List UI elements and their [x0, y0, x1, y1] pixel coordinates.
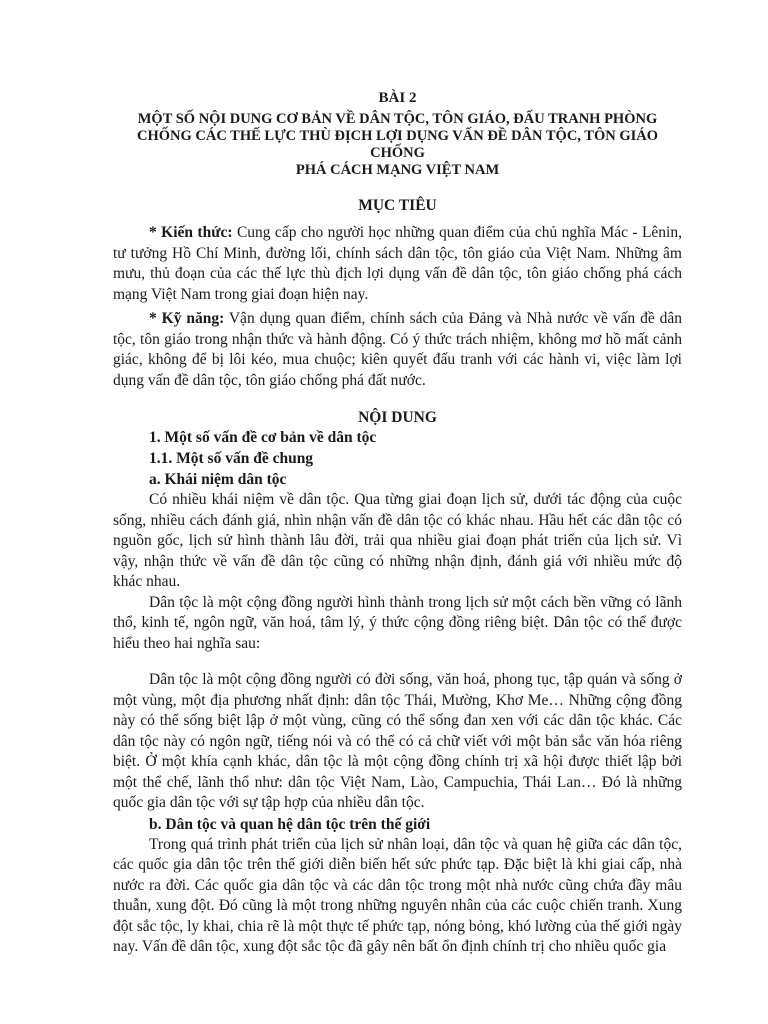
- section-heading-1-1: 1.1. Một số vấn đề chung: [149, 450, 314, 467]
- lesson-title-line-1: MỘT SỐ NỘI DUNG CƠ BẢN VỀ DÂN TỘC, TÔN GIÁO, ĐẤU TRANH PHÒNG: [137, 111, 658, 127]
- paragraph-concept-1: Có nhiều khái niệm về dân tộc. Qua từng giai đoạn lịch sử, dưới tác động của cuộc sống, nhiều cách đánh giá, nhìn nhận vấn đề dân tộc có khác nhau. Hầu hết các dân tộc có nguồn gốc, lịch sử hình thành lâu đời, trải qua nhiều giai đoạn phát triển của lịch sử. Vì vậy, nhận thức về vấn đề dân tộc cũng có những nhận định, đánh giá với nhiều mức độ khác nhau.: [113, 491, 682, 590]
- skill-text: Vận dụng quan điểm, chính sách của Đảng và Nhà nước về vấn đề dân tộc, tôn giáo trong nhận thức và hành động. Có ý thức trách nhiệm, không mơ hồ mất cảnh giác, không để bị lôi kéo, mua chuộc; kiên quyết đấu tranh với các hành vi, việc làm lợi dụng vấn đề dân tộc, tôn giáo chống phá đất nước.: [113, 310, 682, 389]
- lesson-number: BÀI 2: [378, 90, 417, 106]
- paragraph-world-relations: Trong quá trình phát triển của lịch sử nhân loại, dân tộc và quan hệ giữa các dân tộc, các quốc gia dân tộc trên thế giới diễn biến hết sức phức tạp. Đặc biệt là khi giai cấp, nhà nước ra đời. Các quốc gia dân tộc và các dân tộc trong một nhà nước cũng chứa đầy mâu thuẫn, xung đột. Đó cũng là một trong những nguyên nhân của các cuộc chiến tranh. Xung đột sắc tộc, ly khai, chia rẽ là một thực tế phức tạp, nóng bỏng, khó lường của thế giới ngày nay. Vấn đề dân tộc, xung đột sắc tộc đã gây nên bất ổn định chính trị cho nhiều quốc gia: [113, 835, 682, 955]
- skill-paragraph: [113, 309, 682, 391]
- paragraph-concept-2: Dân tộc là một cộng đồng người hình thành trong lịch sử một cách bền vững có lãnh thổ, kinh tế, ngôn ngữ, văn hoá, tâm lý, ý thức cộng đồng riêng biệt. Dân tộc có thể được hiểu theo hai nghĩa sau:: [113, 593, 682, 652]
- knowledge-text: Cung cấp cho người học những quan điểm của chủ nghĩa Mác - Lênin, tư tưởng Hồ Chí Minh, đường lối, chính sách dân tộc, tôn giáo của Việt Nam. Những âm mưu, thủ đoạn của các thế lực thù địch lợi dụng vấn đề dân tộc, tôn giáo chống phá cách mạng Việt Nam trong giai đoạn hiện nay.: [113, 224, 682, 303]
- section-heading-1: 1. Một số vấn đề cơ bản về dân tộc: [149, 429, 377, 446]
- lesson-title-line-3: PHÁ CÁCH MẠNG VIỆT NAM: [295, 162, 500, 178]
- content-heading: NỘI DUNG: [358, 409, 437, 426]
- subsection-heading-b: b. Dân tộc và quan hệ dân tộc trên thế giới: [149, 815, 431, 833]
- objectives-heading: MỤC TIÊU: [358, 197, 437, 214]
- skill-label: * Kỹ năng:: [149, 310, 225, 327]
- subsection-heading-a: a. Khái niệm dân tộc: [149, 471, 287, 488]
- knowledge-paragraph: [113, 223, 682, 305]
- knowledge-label: * Kiến thức:: [149, 224, 233, 241]
- paragraph-concept-3: Dân tộc là một cộng đồng người có đời sống, văn hoá, phong tục, tập quán và sống ở một vùng, một địa phương nhất định: dân tộc Thái, Mường, Khơ Me… Những cộng đồng này có thể sống biệt lập ở một vùng, cũng có thể sống đan xen với các dân tộc khác. Các dân tộc này có ngôn ngữ, tiếng nói và có thể có cả chữ viết với một bản sắc văn hóa riêng biệt. Ở một khía cạnh khác, dân tộc là một cộng đồng chính trị xã hội được thiết lập bởi một thể chế, lãnh thổ như: dân tộc Việt Nam, Lào, Campuchia, Thái Lan… Đó là những quốc gia dân tộc với sự tập hợp của nhiều dân tộc.: [113, 671, 682, 811]
- lesson-title-line-2: CHỐNG CÁC THẾ LỰC THÙ ĐỊCH LỢI DỤNG VẤN ĐỀ DÂN TỘC, TÔN GIÁO CHỐNG: [137, 128, 658, 161]
